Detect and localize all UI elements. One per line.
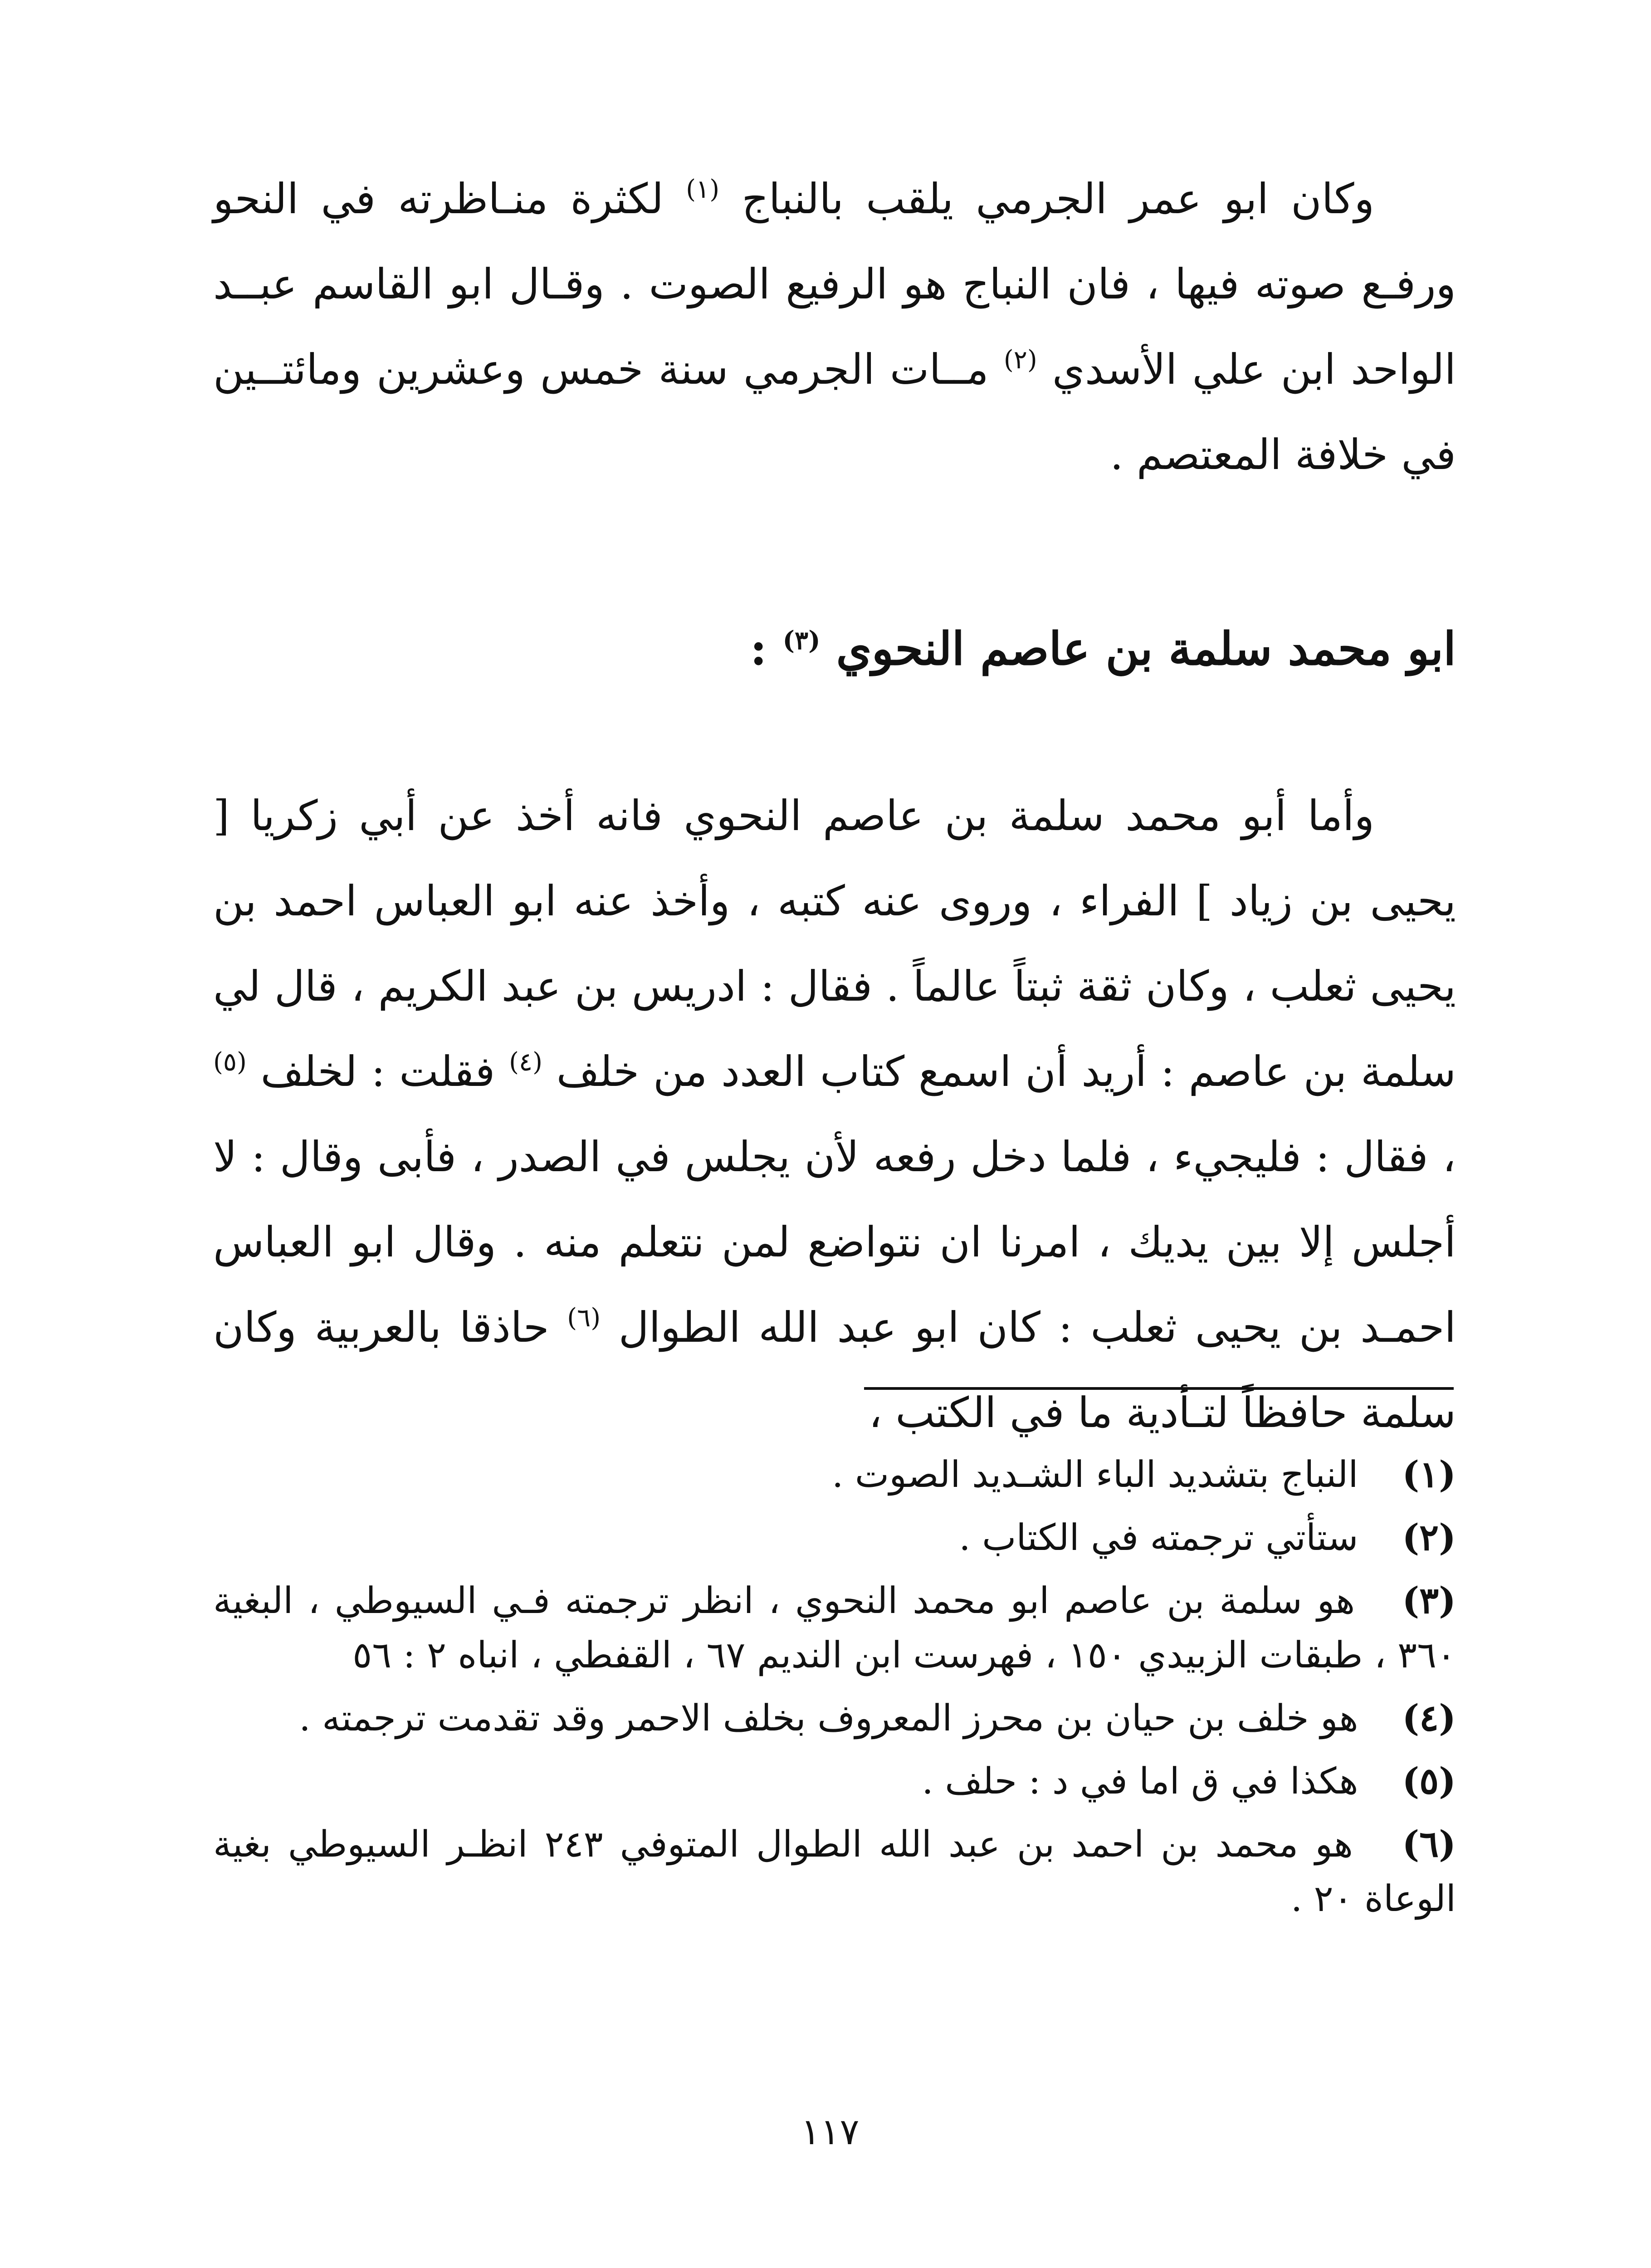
footnote-5 [213, 1754, 1456, 1809]
footnote-number: (١) [1402, 1453, 1456, 1496]
heading-colon: : [750, 622, 767, 675]
footnote-2 [213, 1510, 1456, 1565]
body-paragraph-2 [213, 773, 1456, 1456]
section-heading [213, 615, 1456, 683]
footnote-ref-4: (٤) [509, 1047, 542, 1077]
paragraph-1-text-b: لكثرة منـاظرته في النحو ورفـع صوته فيها ، فان النباج هو الرفيع الصوت . وقـال ابو القاسم عبــد الواحد ابن علي الأسدي [213, 175, 1456, 394]
paragraph-1-text-c: مــات الجرمي سنة خمس وعشرين ومائتــين في خلافة المعتصم . [213, 345, 1456, 479]
footnote-number: (٣) [1402, 1579, 1456, 1622]
heading-text: ابو محمد سلمة بن عاصم النحوي [836, 622, 1456, 675]
footnote-text: النباج بتشديد الباء الشـديد الصوت . [832, 1453, 1358, 1496]
footnote-ref-5: (٥) [213, 1047, 247, 1077]
footnote-6 [213, 1817, 1456, 1926]
body-paragraph-1 [213, 156, 1456, 498]
footnote-number: (٤) [1402, 1696, 1456, 1739]
footnote-1 [213, 1447, 1456, 1502]
footnote-text: هكذا في ق اما في د : حلف . [922, 1760, 1358, 1802]
footnote-text: هو خلف بن حيان بن محرز المعروف بخلف الاحمر وقد تقدمت ترجمته . [299, 1697, 1358, 1739]
footnote-number: (٥) [1402, 1760, 1456, 1802]
footnotes [213, 1447, 1456, 1934]
paragraph-2-text-d: حاذقا بالعربية وكان سلمة حافظاً لتـأدية ما في الكتب ، [213, 1303, 1456, 1437]
footnote-ref-2: (٢) [1003, 345, 1037, 375]
footnote-4 [213, 1691, 1456, 1745]
paragraph-2-text-c: ، فقال : فليجيء ، فلما دخل رفعه لأن يجلس في الصدر ، فأبى وقال : لا أجلس إلا بين يديك ، امرنا ان نتواضع لمن نتعلم منه . وقال ابو العباس احمـد بن يحيى ثعلب : كان ابو عبد الله الطوال [213, 1133, 1456, 1352]
footnote-divider [864, 1387, 1454, 1390]
paragraph-1-text-a: وكان ابو عمر الجرمي يلقب بالنباج [742, 175, 1374, 223]
footnote-text: ستأتي ترجمته في الكتاب . [959, 1516, 1358, 1559]
footnote-ref-1: (١) [686, 175, 720, 204]
footnote-text: هو سلمة بن عاصم ابو محمد النحوي ، انظر ترجمته فـي السيوطي ، البغية ٣٦٠ ، طبقات الزبيدي ١٥٠ ، فهرست ابن النديم ٦٧ ، القفطي ، انباه ٢ : ٥٦ [213, 1579, 1456, 1676]
footnote-text: هو محمد بن احمد بن عبد الله الطوال المتوفي ٢٤٣ انظـر السيوطي بغية الوعاة ٢٠ . [213, 1823, 1456, 1920]
footnote-3 [213, 1573, 1456, 1682]
footnote-number: (٢) [1402, 1516, 1456, 1559]
footnote-ref-3: (٣) [782, 626, 821, 655]
paragraph-2-text-a: وأما أبو محمد سلمة بن عاصم النحوي فانه أخذ عن أبي زكريا [ يحيى بن زياد ] الفراء ، وروى عنه كتبه ، وأخذ عنه ابو العباس احمد بن يحيى ثعلب ، وكان ثقة ثبتاً عالماً . فقال : ادريس بن عبد الكريم ، قال لي سلمة بن عاصم : أريد أن اسمع كتاب العدد من خلف [213, 792, 1456, 1096]
page-number: ١١٧ [801, 2111, 860, 2153]
paragraph-2-text-b: فقلت : لخلف [260, 1047, 495, 1096]
footnote-ref-6: (٦) [567, 1303, 601, 1333]
footnote-number: (٦) [1402, 1823, 1456, 1865]
